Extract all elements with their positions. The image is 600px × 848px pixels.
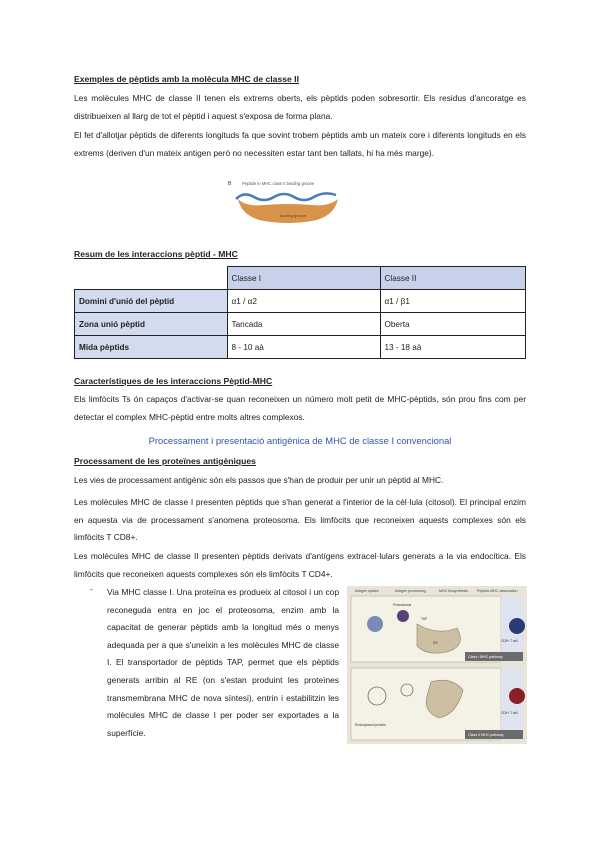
mhc-pathways-diagram (347, 586, 527, 744)
diagram-col-label: Peptide-MHC association (477, 589, 518, 593)
summary-table (74, 266, 526, 359)
diagram-col-label: Antigen uptake (355, 589, 379, 593)
table-cell: α1 / β1 (380, 290, 526, 313)
bullet-marker: - (90, 584, 93, 594)
mhc2-groove-figure (224, 177, 352, 225)
diagram-col-label: Antigen processing (395, 589, 426, 593)
section-heading-mhc2-examples: Exemples de pèptids amb la molècula MHC de classe II (74, 74, 299, 84)
table-cell: Oberta (380, 313, 526, 336)
pathway-label-class1: Class I MHC pathway (468, 655, 503, 659)
diagram-label: Endocytosed protein (355, 723, 386, 727)
svg-text:B: B (228, 181, 232, 187)
paragraph-processing-pathways: Les vies de processament antigènic són els passos que s'han de produir per unir un pèptid al MHC. (74, 475, 444, 485)
table-cell: 13 - 18 aà (380, 336, 526, 359)
section-heading-antigen-processing: Processament de les proteïnes antigèniques (74, 456, 256, 466)
diagram-col-label: MHC biosynthesis (439, 589, 468, 593)
table-cell: α1 / α2 (227, 290, 380, 313)
column-header-class2: Classe II (380, 267, 526, 290)
table-row (75, 336, 526, 359)
diagram-label: CD8+ T cell (501, 639, 518, 643)
pathway-label-class2: Class II MHC pathway (468, 733, 504, 737)
paragraph-mhc2-presentation: Les molècules MHC de classe II presenten pèptids derivats d'antígens extracel·lulars generats a la via endocítica. Els limfòcits que reconeixen aquests complexes són els limfòcits T CD4+. (74, 551, 526, 579)
column-header-class1: Classe I (227, 267, 380, 290)
diagram-label: ER (433, 641, 438, 645)
figure-caption: Peptide in MHC class II binding groove (242, 181, 315, 186)
paragraph-mhc1-presentation: Les molècules MHC de classe I presenten pèptids que s'han generat a l'interior de la cèl·lula (citosol). El principal enzim en aquesta via de processament s'anomena proteosoma. Els limfòcits que reconeixen aquests complexes són els limfòcits T CD8+. (74, 497, 526, 543)
diagram-label: TAP (421, 617, 428, 621)
section-heading-summary: Resum de les interaccions pèptid - MHC (74, 249, 238, 259)
figure-inner-label: binding groove (280, 213, 307, 218)
diagram-label: Proteasome (393, 603, 412, 607)
table-header-row (75, 267, 526, 290)
bullet-mhc1-pathway: Via MHC classe I. Una proteïna es produeix al citosol i un cop reconeguda entra en joc el proteosoma, enzim amb la capacitat de generar pèptids amb la longitud més o menys adequada per a que s'uneixin a les molècules MHC de classe I. El transportador de pèptids TAP, permet que els pèptids generats arribin al RE (on s'estan produint les proteïnes transmembrana MHC de nova síntesi), entrin i estabilitzin les molècules MHC de classe I per poder ser exportades a la superfície. (107, 587, 339, 738)
paragraph-t-cell-sensitivity: Els limfòcits Ts ón capaços d'activar-se quan reconeixen un número molt petit de MHC-pèptids, són prou fins com per detectar el complex MHC-pèptid entre molts altres complexos. (74, 394, 526, 422)
diagram-label: CD4+ T cell (501, 711, 518, 715)
section-heading-characteristics: Característiques de les interaccions Pèptid-MHC (74, 376, 273, 386)
table-corner-cell (75, 267, 228, 290)
row-label: Domini d'unió del pèptid (75, 290, 228, 313)
section-title-processing: Processament i presentació antigènica de MHC de classe I convencional (148, 435, 452, 446)
table-cell: Tancada (227, 313, 380, 336)
paragraph-peptide-lengths: El fet d'allotjar pèptids de diferents longituds fa que sovint trobem pèptids amb un mateix core i diferents longituds en els extrems (deriven d'un mateix antigen però no necessiten estar tant ben tallats, hi ha més marge). (74, 130, 526, 158)
paragraph-mhc2-open-ends: Les molècules MHC de classe II tenen els extrems oberts, els pèptids poden sobresortir. Els residus d'ancoratge es distribueixen al llarg de tot el pèptid i aquest s'exposa de forma plana. (74, 93, 526, 121)
table-row (75, 290, 526, 313)
table-cell: 8 - 10 aà (227, 336, 380, 359)
row-label: Zona unió pèptid (75, 313, 228, 336)
table-row (75, 313, 526, 336)
row-label: Mida pèptids (75, 336, 228, 359)
